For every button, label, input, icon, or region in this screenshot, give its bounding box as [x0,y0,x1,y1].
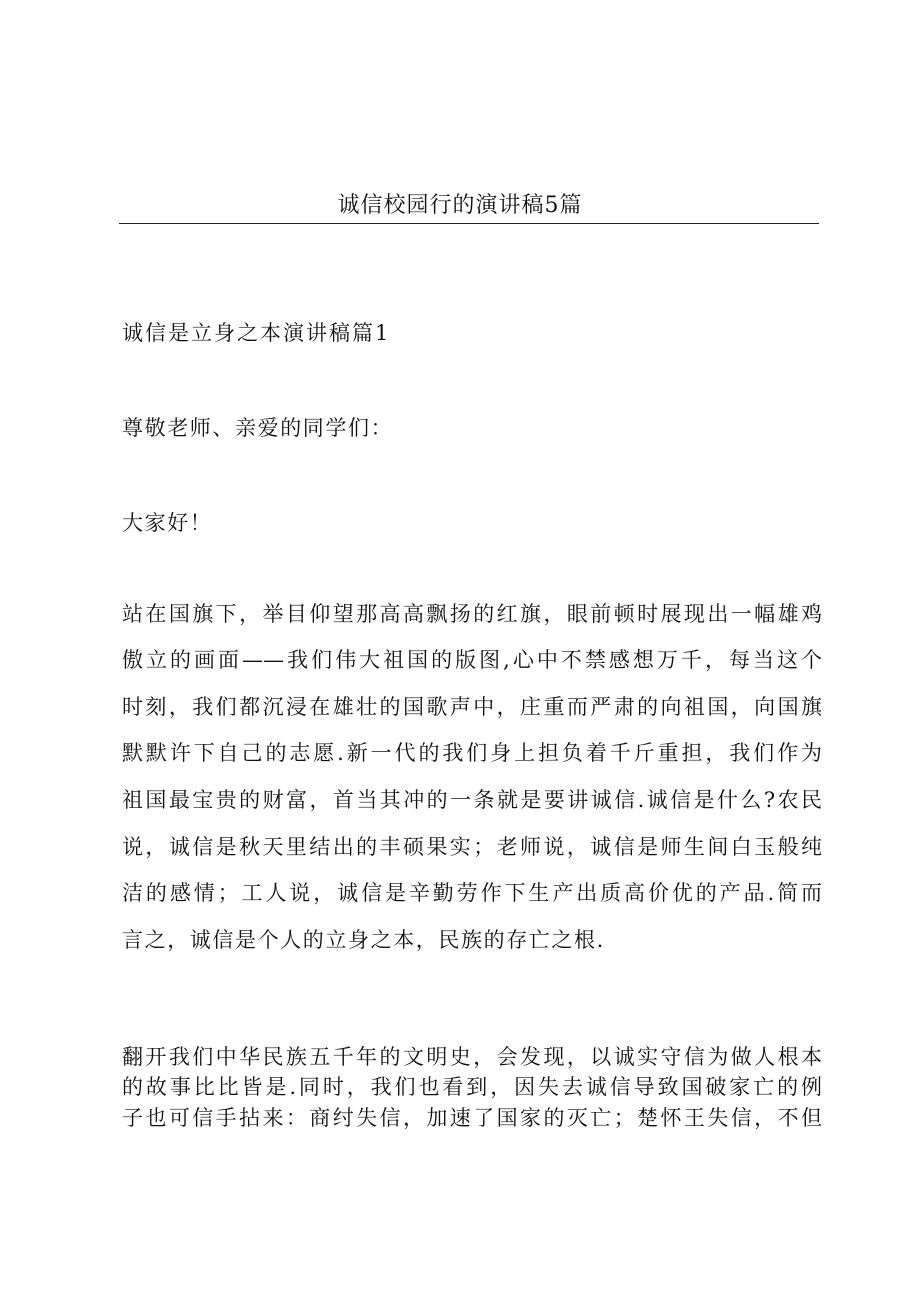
paragraph-line: 站在国旗下，举目仰望那高高飘扬的红旗，眼前顿时展现出一幅雄鸡 [122,602,822,626]
paragraph-line: 时刻，我们都沉浸在雄壮的国歌声中，庄重而严肃的向祖国，向国旗 [122,695,822,719]
hello-line: 大家好！ [122,511,213,535]
paragraph-line: 默默许下自己的志愿.新一代的我们身上担负着千斤重担，我们作为 [122,741,822,765]
paragraph-line: 言之，诚信是个人的立身之本，民族的存亡之根. [122,928,605,952]
document-title: 诚信校园行的演讲稿5篇 [337,193,583,218]
paragraph-line: 傲立的画面——我们伟大祖国的版图,心中不禁感想万千，每当这个 [122,648,822,672]
section-heading: 诚信是立身之本演讲稿篇1 [122,321,391,345]
paragraph-line: 的故事比比皆是.同时，我们也看到，因失去诚信导致国破家亡的例 [122,1075,822,1099]
paragraph-line: 祖国最宝贵的财富，首当其冲的一条就是要讲诚信.诚信是什么?农民 [122,788,822,812]
greeting-line: 尊敬老师、亲爱的同学们： [122,416,394,440]
paragraph-line: 说，诚信是秋天里结出的丰硕果实；老师说，诚信是师生间白玉般纯 [122,835,822,859]
paragraph-line: 翻开我们中华民族五千年的文明史，会发现，以诚实守信为做人根本 [122,1045,822,1069]
paragraph-line: 子也可信手拈来：商纣失信，加速了国家的灭亡；楚怀王失信，不但 [122,1106,822,1130]
paragraph-line: 洁的感情；工人说，诚信是辛勤劳作下生产出质高价优的产品.简而 [122,881,822,905]
title-underline [119,223,819,224]
